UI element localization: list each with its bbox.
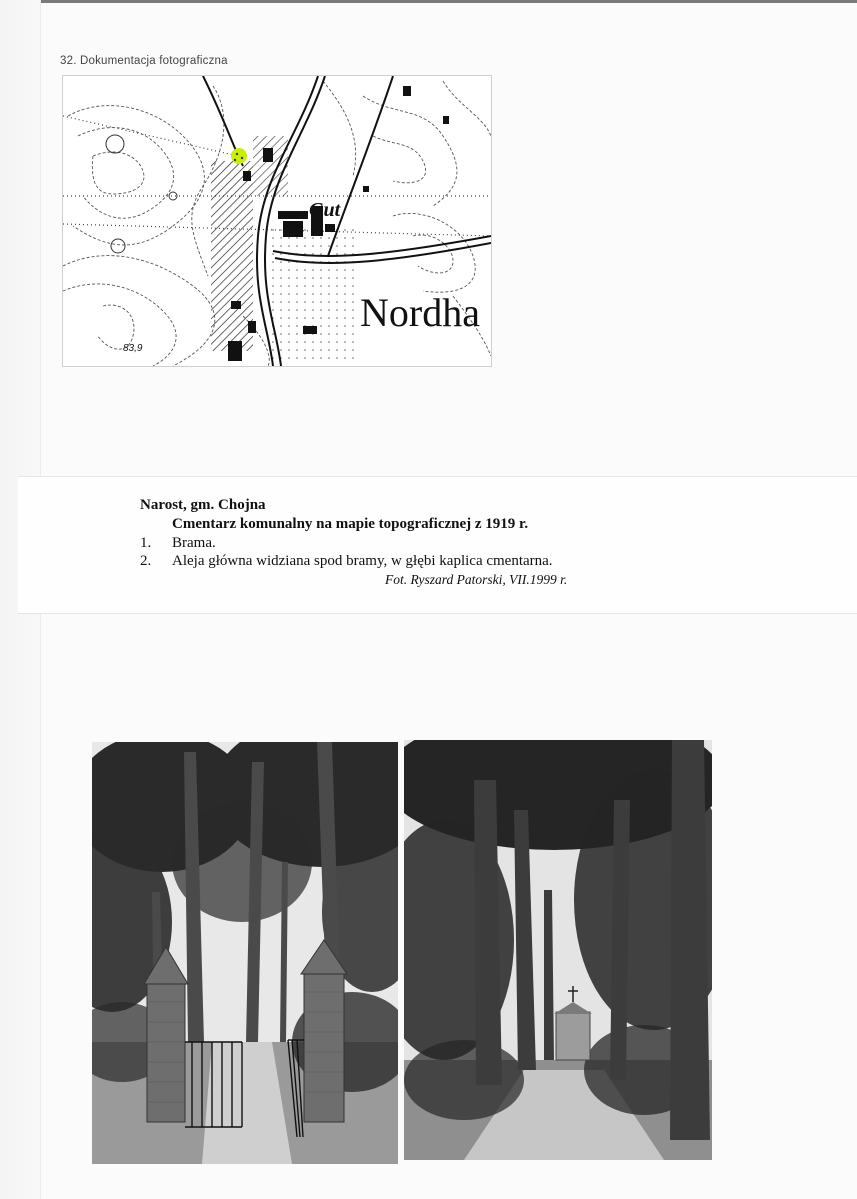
- section-header: 32. Dokumentacja fotograficzna: [60, 55, 228, 67]
- map-label-elevation: 83,9: [123, 343, 143, 354]
- map-label-gut: Gut: [309, 199, 341, 221]
- caption-item-number: 2.: [140, 553, 152, 569]
- caption-item-text: Aleja główna widziana spod bramy, w głębi kaplica cmentarna.: [172, 553, 553, 569]
- page-top-edge: [0, 0, 857, 3]
- cemetery-highlight: [231, 148, 247, 164]
- map-label-place: Nordha: [360, 290, 480, 335]
- caption-item-text: Brama.: [172, 535, 216, 551]
- photo-credit: Fot. Ryszard Patorski, VII.1999 r.: [385, 572, 568, 587]
- caption-subtitle: Cmentarz komunalny na mapie topograficznej z 1919 r.: [172, 516, 529, 532]
- caption-title: Narost, gm. Chojna: [140, 497, 266, 513]
- caption-item-number: 1.: [140, 535, 152, 551]
- topographic-map: [62, 75, 492, 367]
- photo-main-avenue: [404, 740, 712, 1160]
- photo-gate: [92, 742, 398, 1164]
